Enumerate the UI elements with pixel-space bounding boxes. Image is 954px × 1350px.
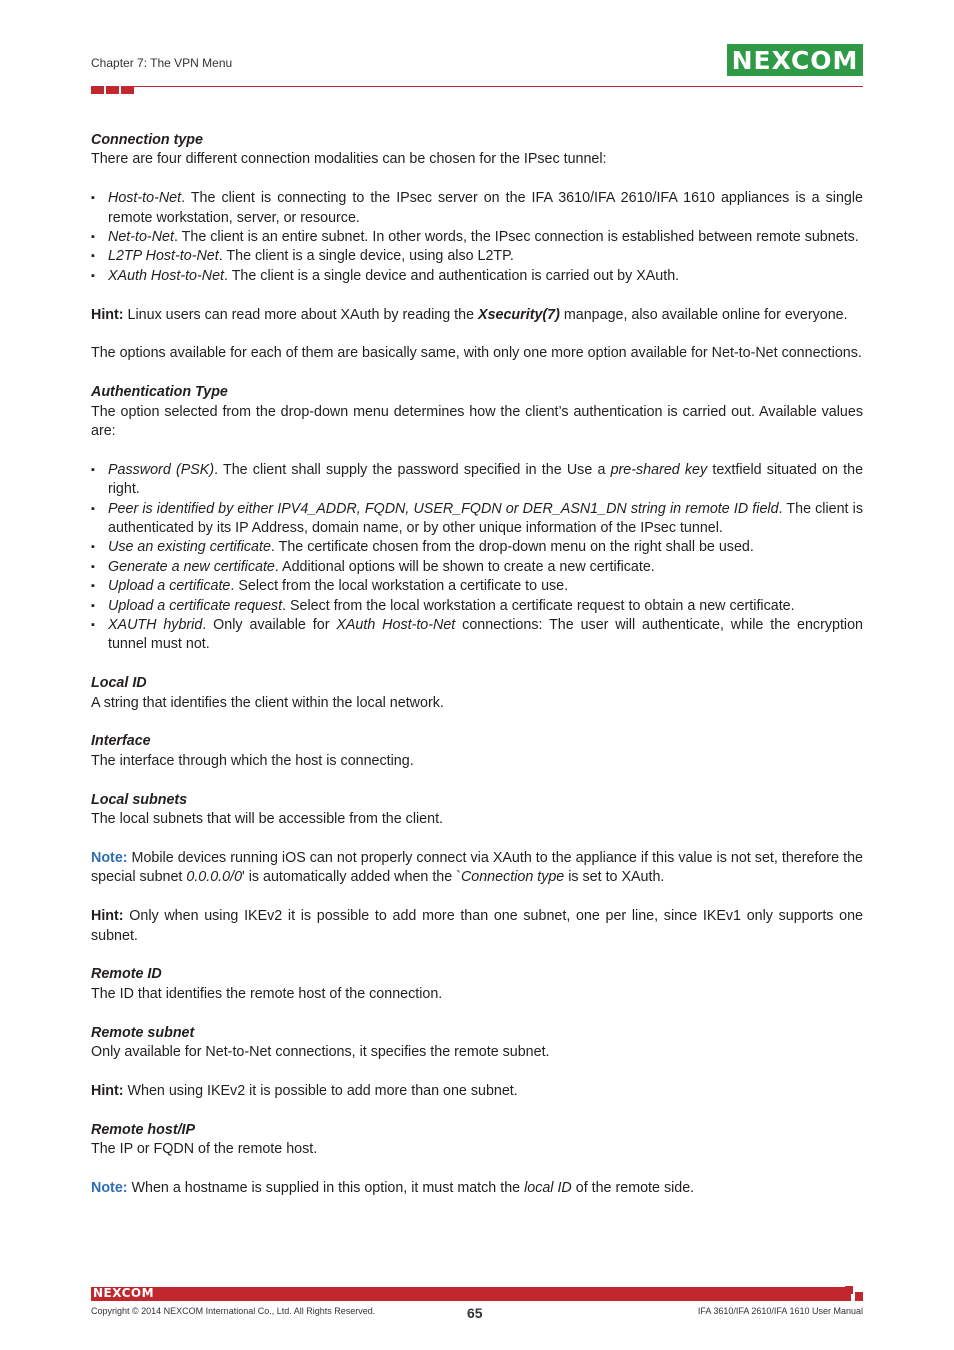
list-item: ▪ Generate a new certificate. Additional options will be shown to create a new certificate.	[91, 558, 863, 577]
list-item: ▪ Peer is identified by either IPV4_ADDR, FQDN, USER_FQDN or DER_ASN1_DN string in remote ID field. The client is authenticated by its IP Address, domain name, or by other unique information of the IPsec tunnel.	[91, 500, 863, 539]
paragraph: The local subnets that will be accessible from the client.	[91, 811, 444, 828]
paragraph: A string that identifies the client within the local network.	[91, 694, 444, 711]
list-item: ▪ Upload a certificate. Select from the local workstation a certificate to use.	[91, 577, 863, 596]
footer-bar	[91, 1287, 851, 1301]
list-item: ▪ Password (PSK). The client shall supply the password specified in the Use a pre-shared key textfield situated on the right.	[91, 461, 863, 500]
section-heading: Remote host/IP	[91, 1121, 196, 1138]
hint-paragraph: Hint: Only when using IKEv2 it is possible to add more than one subnet, one per line, since IKEv1 only supports one subnet.	[91, 908, 863, 944]
list-item: ▪ Upload a certificate request. Select from the local workstation a certificate request to obtain a new certificate.	[91, 597, 863, 616]
page-number: 65	[467, 1305, 483, 1321]
section-heading: Remote ID	[91, 966, 162, 983]
list-item: ▪ Use an existing certificate. The certificate chosen from the drop-down menu on the right shall be used.	[91, 538, 863, 557]
paragraph: Only available for Net-to-Net connections, it specifies the remote subnet.	[91, 1043, 550, 1060]
bullet-list	[91, 189, 863, 286]
header-decoration	[91, 86, 134, 94]
logo-text: NEXCOM	[731, 45, 859, 75]
paragraph: The ID that identifies the remote host of the connection.	[91, 985, 443, 1002]
list-item: ▪ L2TP Host-to-Net. The client is a single device, using also L2TP.	[91, 247, 863, 266]
bullet-list	[91, 461, 863, 655]
hint-paragraph: Hint: When using IKEv2 it is possible to add more than one subnet.	[91, 1082, 518, 1099]
paragraph: The options available for each of them are basically same, with only one more option available for Net-to-Net connections.	[91, 345, 862, 362]
hint-paragraph: Hint: Linux users can read more about XAuth by reading the Xsecurity(7) manpage, also available online for everyone.	[91, 306, 848, 323]
page-content	[91, 131, 863, 1198]
note-paragraph: Note: When a hostname is supplied in this option, it must match the local ID of the remote side.	[91, 1179, 695, 1196]
list-item: ▪ XAUTH hybrid. Only available for XAuth Host-to-Net connections: The user will authenticate, while the encryption tunnel must not.	[91, 616, 863, 655]
list-item: ▪ XAuth Host-to-Net. The client is a single device and authentication is carried out by XAuth.	[91, 267, 863, 286]
paragraph: The interface through which the host is connecting.	[91, 752, 414, 769]
section-heading: Local subnets	[91, 791, 188, 808]
list-item: ▪ Host-to-Net. The client is connecting to the IPsec server on the IFA 3610/IFA 2610/IFA 1610 appliances is a single remote workstation, server, or resource.	[91, 189, 863, 228]
copyright: Copyright © 2014 NEXCOM International Co., Ltd. All Rights Reserved.	[91, 1306, 376, 1316]
nexcom-logo	[727, 44, 863, 76]
footer-logo: NEXCOM	[93, 1286, 155, 1300]
section-heading: Remote subnet	[91, 1024, 195, 1041]
footer-decoration	[855, 1292, 863, 1301]
paragraph: The IP or FQDN of the remote host.	[91, 1140, 318, 1157]
paragraph: There are four different connection modalities can be chosen for the IPsec tunnel:	[91, 151, 607, 168]
footer-decoration	[845, 1286, 853, 1294]
manual-title: IFA 3610/IFA 2610/IFA 1610 User Manual	[697, 1306, 863, 1316]
paragraph: The option selected from the drop-down menu determines how the client’s authentication is carried out. Available values are:	[91, 403, 863, 440]
section-heading: Connection type	[91, 132, 203, 148]
section-heading: Authentication Type	[91, 384, 228, 401]
section-heading: Local ID	[91, 675, 147, 692]
chapter-title: Chapter 7: The VPN Menu	[91, 56, 233, 70]
header-rule	[133, 86, 863, 87]
list-item: ▪ Net-to-Net. The client is an entire subnet. In other words, the IPsec connection is established between remote subnets.	[91, 228, 863, 247]
section-heading: Interface	[91, 733, 151, 750]
note-paragraph: Note: Mobile devices running iOS can not properly connect via XAuth to the appliance if this value is not set, therefore the special subnet 0.0.0.0/0' is automatically added when the `Connection type is set to XAuth.	[91, 849, 863, 886]
